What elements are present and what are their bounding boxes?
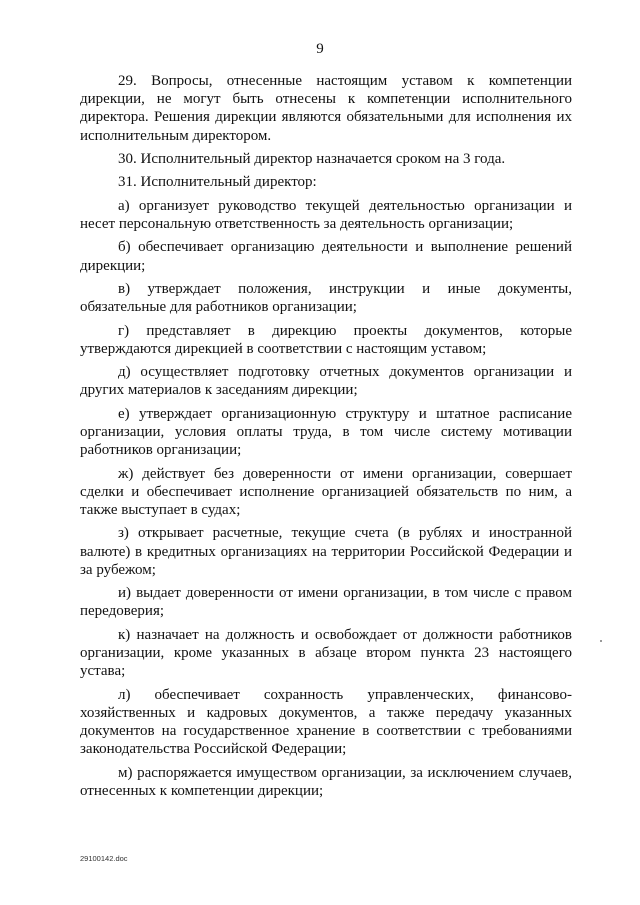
- item-b: б) обеспечивает организацию деятельности и выполнение решений дирекции;: [80, 239, 572, 274]
- item-e: е) утверждает организационную структуру и штатное расписание организации, условия оплаты труда, в том числе систему мотивации работников организации;: [80, 405, 572, 459]
- item-g: г) представляет в дирекцию проекты документов, которые утверждаются дирекцией в соответствии с настоящим уставом;: [80, 322, 572, 357]
- item-v: в) утверждает положения, инструкции и иные документы, обязательные для работников организации;: [80, 280, 572, 316]
- item-l: л) обеспечивает сохранность управленческих, финансово-хозяйственных и кадровых документов, а также передачу указанных документов на государственное хранение в соответствии с требованиями законодательства Российской Федерации;: [80, 686, 572, 758]
- item-d: д) осуществляет подготовку отчетных документов организации и других материалов к заседаниям дирекции;: [80, 364, 572, 399]
- footer-file-code: 29100142.doc: [80, 854, 128, 863]
- paragraph-29: 29. Вопросы, отнесенные настоящим уставом к компетенции дирекции, не могут быть отнесены к компетенции исполнительного директора. Решения дирекции являются обязательными для исполнения их исполнительным директором.: [80, 73, 572, 144]
- item-i: и) выдает доверенности от имени организации, в том числе с правом передоверия;: [80, 585, 572, 620]
- margin-dot: [600, 640, 602, 642]
- page-number: 9: [316, 41, 324, 57]
- item-m: м) распоряжается имуществом организации, за исключением случаев, отнесенных к компетенции дирекции;: [80, 764, 572, 799]
- paragraph-31: 31. Исполнительный директор:: [118, 174, 317, 191]
- item-a: а) организует руководство текущей деятельностью организации и несет персональную ответственность за деятельность организации;: [80, 197, 572, 232]
- document-body: [80, 72, 572, 805]
- item-z: з) открывает расчетные, текущие счета (в рублях и иностранной валюте) в кредитных организациях на территории Российской Федерации и за рубежом;: [80, 525, 572, 578]
- item-k: к) назначает на должность и освобождает от должности работников организации, кроме указанных в абзаце втором пункта 23 настоящего устава;: [80, 626, 572, 680]
- item-zh: ж) действует без доверенности от имени организации, совершает сделки и обеспечивает исполнение организацией обязательств по ним, а также выступает в судах;: [80, 465, 572, 518]
- paragraph-30: 30. Исполнительный директор назначается сроком на 3 года.: [118, 151, 506, 167]
